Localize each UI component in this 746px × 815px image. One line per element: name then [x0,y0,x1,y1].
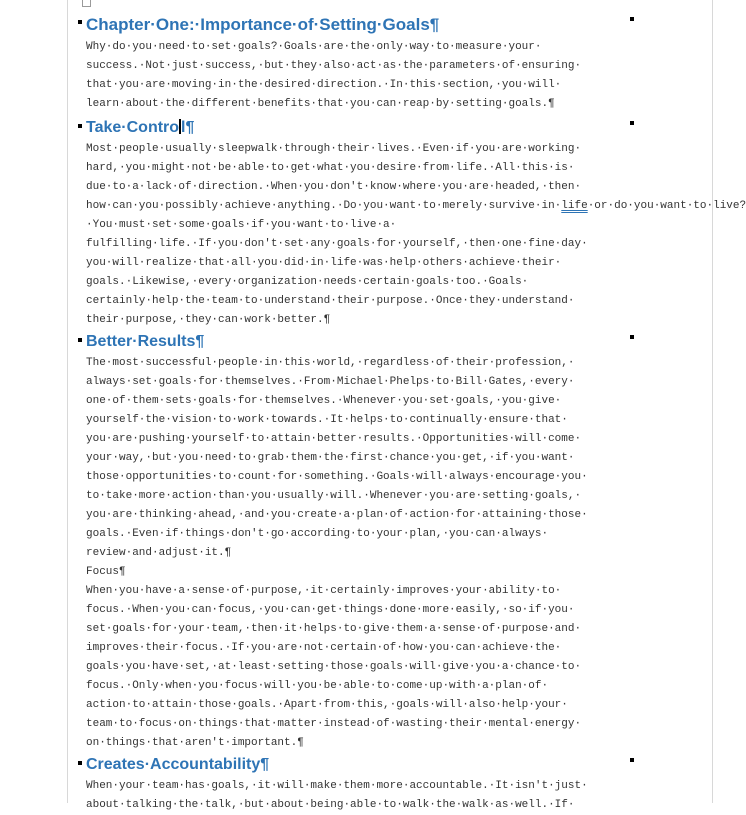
heading-text: Creates·Accountability¶ [86,756,270,773]
heading-text-part1: Take·Contro [86,119,180,136]
heading-bullet-marker [78,761,82,765]
paragraph-intro[interactable]: Why·do·you·need·to·set·goals?·Goals·are·the·only·way·to·measure·your· success.·Not·just·success,·but·they·also·act·as·the·parameters·of·ensuring· that·you·are·moving·in·the·desired·direction.·In·this·section,·you·will· learn·about·the·different·benefits·that·you·can·reap·by·setting·goals.¶ [86,41,582,110]
paragraph-better-results[interactable]: The·most·successful·people·in·this·world,·regardless·of·their·profession,· always·set·goals·for·themselves.·From·Michael·Phelps·to·Bill·Gates,·every· one·of·them·sets·goals·for·themselves.·Whenever·you·set·goals,·you·give· yourself·the·vision·to·work·towards.·It·helps·to·continually·ensure·that· you·are·pushing·yourself·to·attain·better·results.·Opportunities·will·come· your·way,·but·you·need·to·grab·them·the·first·chance·you·get,·if·you·want· those·opportunities·to·count·for·something.·Goals·will·always·encourage·you· to·take·more·action·than·you·usually·will.·Whenever·you·are·setting·goals,· you·are·thinking·ahead,·and·you·create·a·plan·of·action·for·attaining·those· goals.·Even·if·things·don't·go·according·to·your·plan,·you·can·always· review·and·adjust·it.¶ [86,357,588,559]
heading-bullet-marker [78,124,82,128]
heading-text-part2: l¶ [181,119,195,136]
paragraph-text-after: ·or·do·you·want·to·live?·You·must·set·some·goals·if·you·want·to·live·a· fulfilling·life.·If·you·don't·set·any·goals·for·yourself,·then·one·fine·day· you·will·realize·that·all·you·did·in·life·was·help·others·achieve·their· goals.·Likewise,·every·organization·needs·certain·goals·too.·Goals· certainly·help·the·team·to·understand·their·purpose.·Once·they·understand· their·purpose,·they·can·work·better.¶ [86,200,746,326]
page-right-edge [712,0,713,803]
heading-right-marker [630,758,634,762]
paragraph-text-before: Most·people·usually·sleepwalk·through·their·lives.·Even·if·you·are·working· hard,·you·might·not·be·able·to·get·what·you·desire·from·life.·All·this·is· due·to·a·lack·of·direction.·When·you·don't·know·where·you·are·headed,·then· how·can·you·possibly·achieve·anything.·Do·you·want·to·merely·survive·in· [86,143,582,212]
heading-text: Chapter·One:·Importance·of·Setting·Goals¶ [86,15,440,34]
heading-creates-accountability[interactable] [86,753,634,777]
heading-right-marker [630,17,634,21]
header-anchor-marker [82,0,91,7]
heading-bullet-marker [78,20,82,24]
heading-take-control[interactable] [86,116,634,140]
heading-chapter-one[interactable] [86,12,634,38]
paragraph-accountability[interactable]: When·your·team·has·goals,·it·will·make·them·more·accountable.·It·isn't·just· about·talking·the·talk,·but·about·being·able·to·walk·the·walk·as·well.·If· [86,780,588,811]
page-left-edge [67,0,68,803]
document-body[interactable] [86,12,746,815]
heading-better-results[interactable] [86,330,634,354]
paragraph-take-control[interactable] [86,140,746,330]
heading-right-marker [630,121,634,125]
flagged-word-life[interactable]: life [561,200,588,212]
heading-bullet-marker [78,338,82,342]
heading-right-marker [630,335,634,339]
heading-text: Better·Results¶ [86,333,205,350]
paragraph-focus-label[interactable]: Focus¶ [86,566,126,578]
paragraph-focus[interactable]: When·you·have·a·sense·of·purpose,·it·certainly·improves·your·ability·to· focus.·When·you·can·focus,·you·can·get·things·done·more·easily,·so·if·you· set·goals·for·your·team,·then·it·helps·to·give·them·a·sense·of·purpose·and· improves·their·focus.·If·you·are·not·certain·of·how·you·can·achieve·the· goals·you·have·set,·at·least·setting·those·goals·will·give·you·a·chance·to· focus.·Only·when·you·focus·will·you·be·able·to·come·up·with·a·plan·of· action·to·attain·those·goals.·Apart·from·this,·goals·will·also·help·your· team·to·focus·on·things·that·matter·instead·of·wasting·their·mental·energy· on·things·that·aren't·important.¶ [86,585,582,749]
